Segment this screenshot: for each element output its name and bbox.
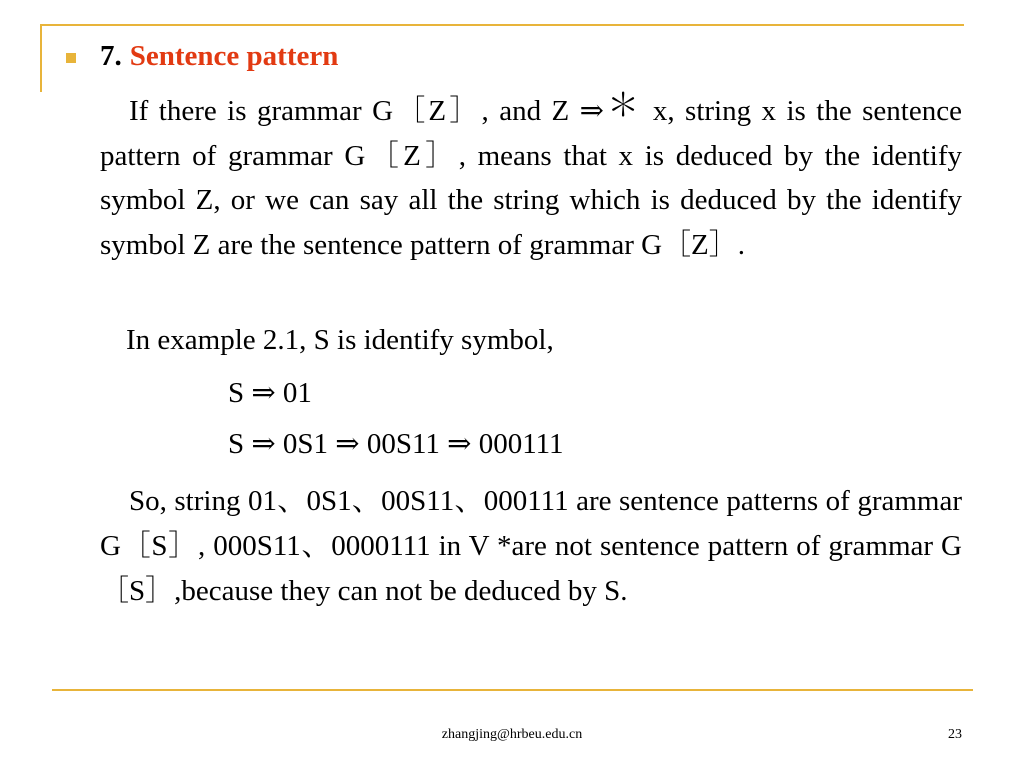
bullet-square-icon	[66, 53, 76, 63]
heading-number: 7.	[100, 39, 122, 72]
top-horizontal-rule	[40, 24, 964, 26]
definition-text-part2: x, string x is the sentence pattern of grammar G［Z］, means that x is deduced by the identify symbol Z, or we can say all the string which is deduced by the identify symbol Z are the sentence pattern of grammar G［Z］.	[100, 95, 962, 261]
top-vertical-rule	[40, 24, 42, 92]
conclusion-text: So, string 01、0S1、00S11、000111 are sentence patterns of grammar G［S］, 000S11、0000111 in V *are not sentence pattern of grammar G［S］,because they can not be deduced by S.	[100, 485, 962, 607]
example-line: In example 2.1, S is identify symbol,	[126, 324, 554, 356]
page-number: 23	[948, 727, 962, 742]
definition-text-part1: If there is grammar G［Z］, and Z ⇒	[129, 95, 604, 127]
closure-star-symbol: ＊	[603, 87, 643, 123]
derivation-line-1: S ⇒ 01	[228, 377, 312, 409]
derivation-line-2: S ⇒ 0S1 ⇒ 00S11 ⇒ 000111	[228, 428, 564, 460]
footer-email: zhangjing@hrbeu.edu.cn	[441, 727, 583, 742]
heading-title: Sentence pattern	[129, 39, 339, 72]
bottom-horizontal-rule	[52, 689, 973, 691]
slide-heading	[66, 36, 338, 76]
conclusion-paragraph	[100, 479, 962, 614]
definition-paragraph	[100, 87, 962, 267]
